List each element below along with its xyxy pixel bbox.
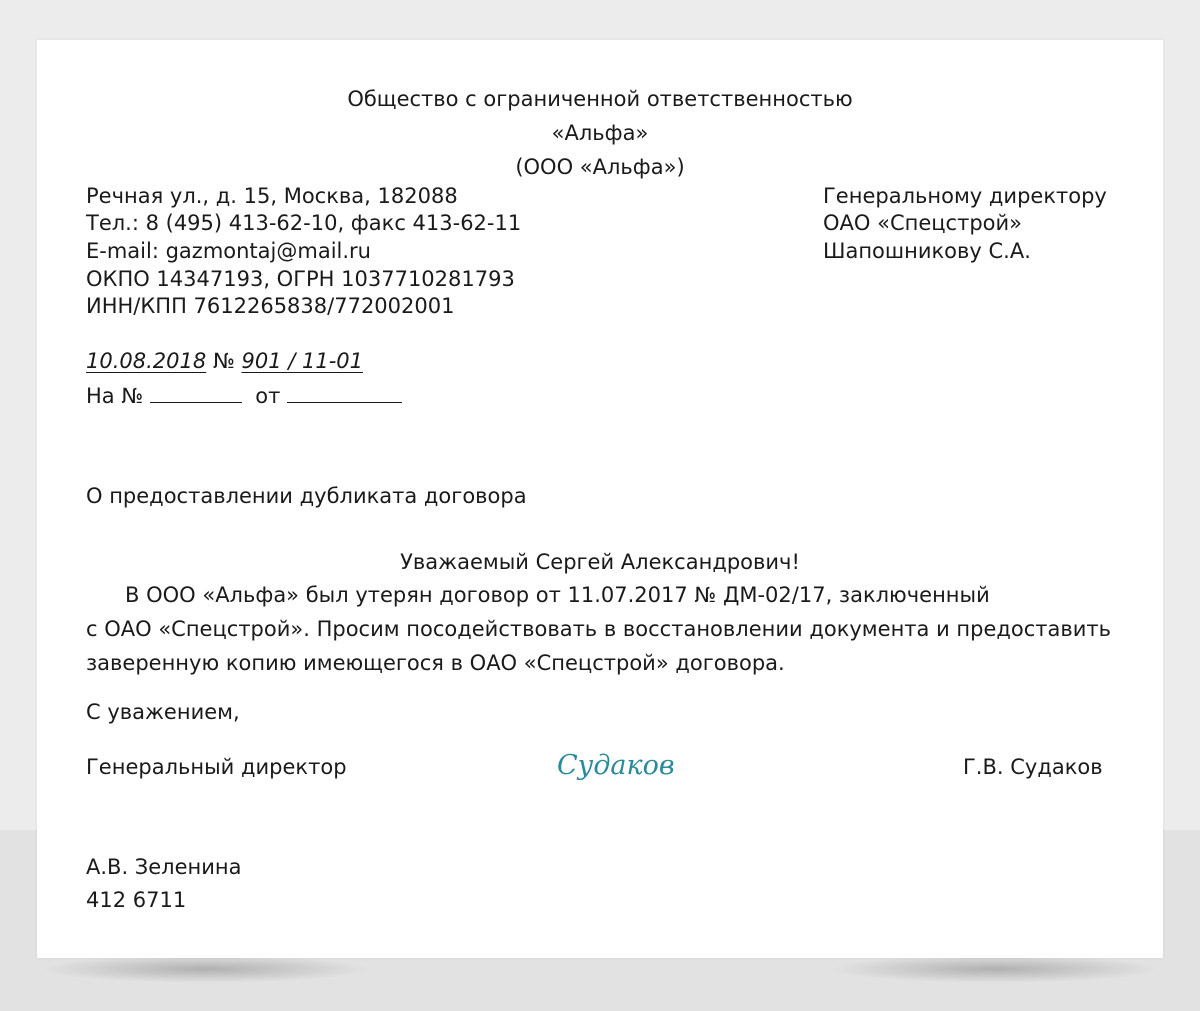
body-line-3: заверенную копию имеющегося в ОАО «Спецстрой» договора. xyxy=(86,651,785,675)
body-line-2: с ОАО «Спецстрой». Просим посодействовать в восстановлении документа и предоставить xyxy=(86,617,1112,641)
reply-to-label: На № xyxy=(86,384,144,408)
reply-date-blank xyxy=(287,382,402,403)
from-label: от xyxy=(255,384,281,408)
letter-subject: О предоставлении дубликата договора xyxy=(86,484,527,508)
document-date: 10.08.2018 xyxy=(86,349,207,373)
org-full-name: Общество с ограниченной ответственностью xyxy=(347,87,853,111)
sender-address: Речная ул., д. 15, Москва, 182088 xyxy=(86,184,458,208)
executor-phone: 412 6711 xyxy=(86,888,187,912)
sender-email: E-mail: gazmontaj@mail.ru xyxy=(86,239,371,263)
executor-name: А.В. Зеленина xyxy=(86,855,242,879)
reply-reference-line xyxy=(86,382,402,410)
sender-phone-fax: Тел.: 8 (495) 413-62-10, факс 413-62-11 xyxy=(86,211,522,235)
body-line-1: В ООО «Альфа» был утерян договор от 11.07.2017 № ДМ-02/17, заключенный xyxy=(125,583,990,607)
sheet-shadow-left xyxy=(40,955,370,983)
signer-position: Генеральный директор xyxy=(86,755,347,779)
document-number: 901 / 11-01 xyxy=(241,349,363,373)
recipient-name: Шапошникову С.А. xyxy=(823,239,1031,263)
closing-regards: С уважением, xyxy=(86,700,240,724)
number-sign: № xyxy=(212,349,235,373)
reply-number-blank xyxy=(150,382,242,403)
recipient-position: Генеральному директору xyxy=(823,184,1107,208)
sender-inn-kpp: ИНН/КПП 7612265838/772002001 xyxy=(86,294,455,318)
org-short-name: (ООО «Альфа») xyxy=(515,155,685,179)
recipient-company: ОАО «Спецстрой» xyxy=(823,211,1023,235)
greeting: Уважаемый Сергей Александрович! xyxy=(400,550,800,574)
handwritten-signature: Судаков xyxy=(557,750,675,781)
sender-okpo-ogrn: ОКПО 14347193, ОГРН 1037710281793 xyxy=(86,267,515,291)
org-name: «Альфа» xyxy=(551,121,649,145)
letter-sheet xyxy=(37,40,1163,958)
signer-name: Г.В. Судаков xyxy=(963,755,1103,779)
reference-line xyxy=(86,347,363,375)
sheet-shadow-right xyxy=(830,955,1160,983)
